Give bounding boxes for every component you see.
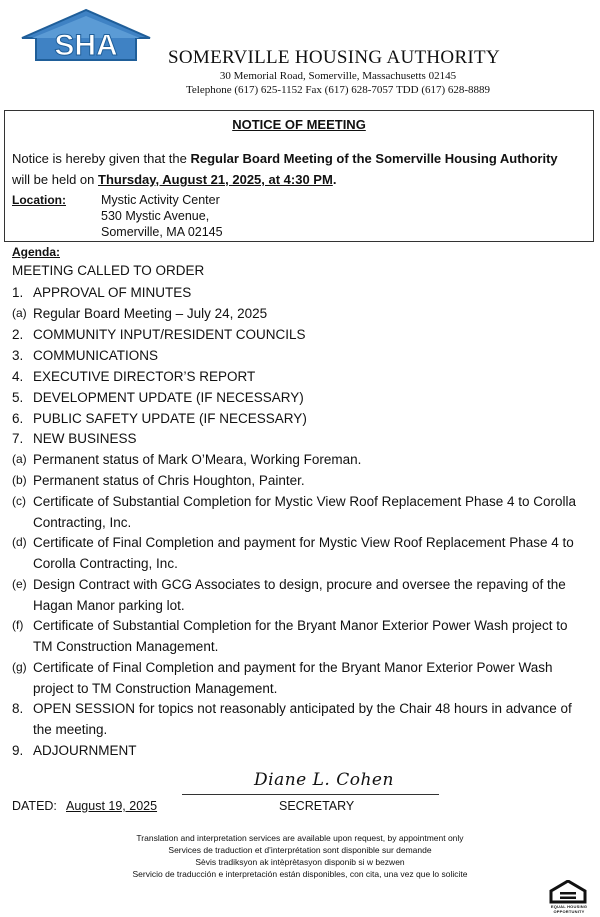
agenda-item xyxy=(12,345,587,366)
notice-box xyxy=(4,110,594,242)
item-marker: (a) xyxy=(12,452,27,466)
notice-line-2-end: . xyxy=(332,172,337,187)
item-text: Design Contract with GCG Associates to design, procure and oversee the repaving of the Hagan Manor parking lot. xyxy=(33,577,566,613)
agenda-item xyxy=(12,303,587,324)
item-text: PUBLIC SAFETY UPDATE (IF NECESSARY) xyxy=(33,411,307,426)
item-marker: 6. xyxy=(12,411,24,426)
agenda-item xyxy=(12,574,587,616)
called-to-order: MEETING CALLED TO ORDER xyxy=(12,263,205,278)
logo-text: SHA xyxy=(54,29,118,62)
item-marker: (a) xyxy=(12,306,27,320)
dated-value: August 19, 2025 xyxy=(66,799,158,813)
item-text: COMMUNICATIONS xyxy=(33,348,158,363)
item-marker: 5. xyxy=(12,390,24,405)
agenda-item xyxy=(12,491,587,533)
footer-line: Translation and interpretation services are available upon request, by appointment only xyxy=(136,833,464,843)
secretary-title: SECRETARY xyxy=(279,799,355,813)
org-phone: Telephone (617) 625-1152 Fax (617) 628-7057 TDD (617) 628-8889 xyxy=(185,84,491,96)
item-text: Certificate of Final Completion and payment for Mystic View Roof Replacement Phase 4 to Corolla Contracting, Inc. xyxy=(33,535,574,571)
agenda-item xyxy=(12,282,587,303)
item-text: ADJOURNMENT xyxy=(33,743,137,758)
location-line: Somerville, MA 02145 xyxy=(101,225,223,239)
agenda-item xyxy=(12,657,587,699)
item-marker: 3. xyxy=(12,348,24,363)
item-text: EXECUTIVE DIRECTOR’S REPORT xyxy=(33,369,256,384)
equal-housing-text: EQUAL HOUSING OPPORTUNITY xyxy=(550,904,588,914)
item-text: Certificate of Substantial Completion for the Bryant Manor Exterior Power Wash project to TM Construction Management. xyxy=(33,618,568,654)
item-marker: 1. xyxy=(12,285,24,300)
item-marker: 8. xyxy=(12,701,24,716)
agenda-item xyxy=(12,324,587,345)
item-text: COMMUNITY INPUT/RESIDENT COUNCILS xyxy=(33,327,306,342)
location-line: 530 Mystic Avenue, xyxy=(101,209,210,223)
agenda-item xyxy=(12,470,587,491)
footer-line: Servicio de traducción e interpretación están disponibles, con cita, una vez que lo solicite xyxy=(132,869,468,879)
item-marker: (g) xyxy=(12,660,27,674)
item-marker: (f) xyxy=(12,618,24,632)
item-text: NEW BUSINESS xyxy=(33,431,137,446)
item-text: DEVELOPMENT UPDATE (IF NECESSARY) xyxy=(33,390,304,405)
agenda-item xyxy=(12,387,587,408)
item-marker: 9. xyxy=(12,743,24,758)
item-marker: 4. xyxy=(12,369,24,384)
item-marker: (b) xyxy=(12,473,27,487)
notice-line-2 xyxy=(12,172,336,187)
signature-line xyxy=(182,794,439,795)
org-name: SOMERVILLE HOUSING AUTHORITY xyxy=(168,47,500,68)
meeting-date: Thursday, August 21, 2025, at 4:30 PM xyxy=(98,172,333,187)
item-marker: 7. xyxy=(12,431,24,446)
agenda-item xyxy=(12,740,587,761)
signature: Diane L. Cohen xyxy=(254,770,394,790)
item-text: Certificate of Final Completion and payment for the Bryant Manor Exterior Power Wash project to TM Construction Management. xyxy=(33,660,553,696)
item-text: Permanent status of Mark O’Meara, Working Foreman. xyxy=(33,452,362,467)
org-address: 30 Memorial Road, Somerville, Massachusetts 02145 xyxy=(219,70,457,82)
item-text: OPEN SESSION for topics not reasonably anticipated by the Chair 48 hours in advance of the meeting. xyxy=(33,701,572,737)
agenda-item xyxy=(12,366,587,387)
agenda-label: Agenda: xyxy=(12,245,60,259)
sha-logo xyxy=(18,8,154,62)
item-marker: (e) xyxy=(12,577,27,591)
notice-line-1 xyxy=(12,151,558,166)
agenda-item xyxy=(12,615,587,657)
agenda-item xyxy=(12,698,587,740)
item-marker: (d) xyxy=(12,535,27,549)
location-label: Location: xyxy=(12,193,66,207)
item-text: Certificate of Substantial Completion for Mystic View Roof Replacement Phase 4 to Corolla Contracting, Inc. xyxy=(33,494,577,530)
item-text: Regular Board Meeting – July 24, 2025 xyxy=(33,306,268,321)
notice-line-2-text: will be held on xyxy=(12,172,98,187)
footer-line: Sèvis tradiksyon ak intèprètasyon disponib si w bezwen xyxy=(195,857,405,867)
agenda-item xyxy=(12,408,587,429)
agenda-item xyxy=(12,532,587,574)
dated-label: DATED: xyxy=(12,799,57,813)
item-marker: (c) xyxy=(12,494,26,508)
item-text: Permanent status of Chris Houghton, Painter. xyxy=(33,473,305,488)
notice-title: NOTICE OF MEETING xyxy=(232,117,366,132)
agenda-item xyxy=(12,428,587,449)
agenda-item xyxy=(12,449,587,470)
item-text: APPROVAL OF MINUTES xyxy=(33,285,192,300)
footer-line: Services de traduction et d’interprétation sont disponible sur demande xyxy=(168,845,432,855)
meeting-name: Regular Board Meeting of the Somerville Housing Authority xyxy=(190,151,558,166)
item-marker: 2. xyxy=(12,327,24,342)
location-line: Mystic Activity Center xyxy=(101,193,220,207)
notice-line-1-text: Notice is hereby given that the xyxy=(12,151,191,166)
